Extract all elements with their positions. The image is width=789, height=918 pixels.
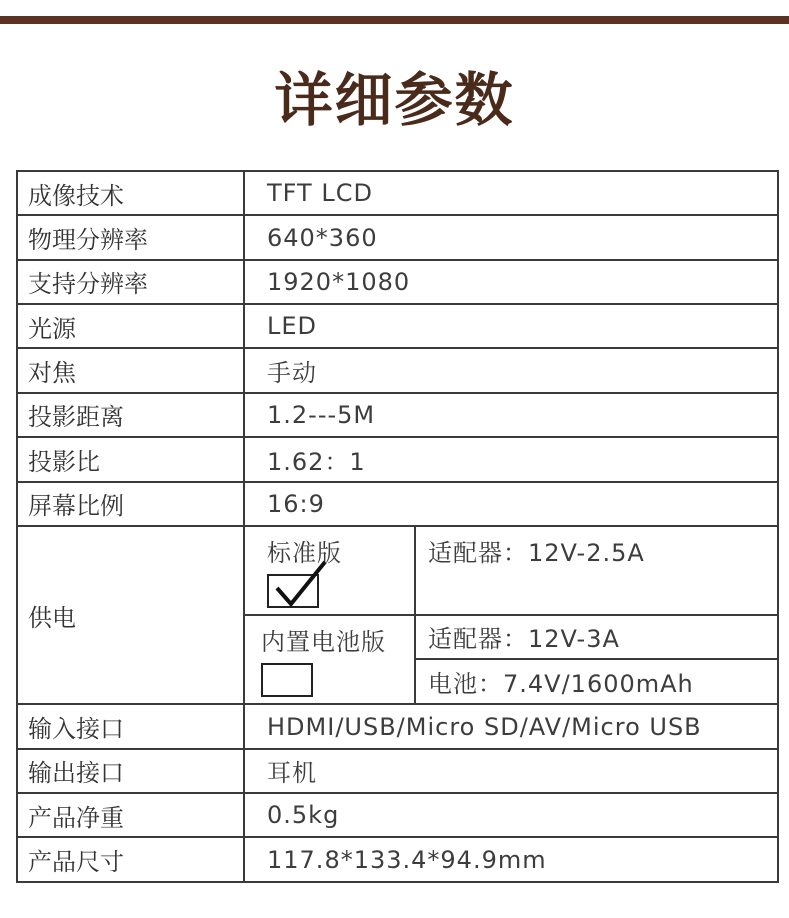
row-label: 输入接口 xyxy=(17,704,244,748)
row-value: 117.8*133.4*94.9mm xyxy=(244,837,778,882)
spec-table xyxy=(16,170,779,883)
table-row xyxy=(17,793,778,837)
row-value: HDMI/USB/Micro SD/AV/Micro USB xyxy=(244,704,778,748)
row-label: 投影距离 xyxy=(17,393,244,437)
standard-version-label: 标准版 xyxy=(267,538,342,567)
table-row xyxy=(17,215,778,259)
table-row xyxy=(17,260,778,304)
row-label: 投影比 xyxy=(17,437,244,481)
table-row xyxy=(17,704,778,748)
battery-version-label: 内置电池版 xyxy=(261,627,386,656)
row-value: 1.2---5M xyxy=(244,393,778,437)
row-label: 输出接口 xyxy=(17,749,244,793)
row-value: 1.62：1 xyxy=(244,437,778,481)
standard-version-checkbox[interactable] xyxy=(267,574,319,608)
battery-adapter: 适配器：12V-3A xyxy=(415,615,778,659)
standard-version-cell xyxy=(244,526,415,615)
top-accent-bar xyxy=(0,16,789,24)
table-row xyxy=(17,304,778,348)
row-label: 产品尺寸 xyxy=(17,837,244,882)
battery-spec: 电池：7.4V/1600mAh xyxy=(415,659,778,704)
row-value: 16:9 xyxy=(244,482,778,526)
power-label: 供电 xyxy=(17,526,244,704)
row-value: 1920*1080 xyxy=(244,260,778,304)
power-row-standard xyxy=(17,526,778,615)
table-row xyxy=(17,348,778,392)
row-value: TFT LCD xyxy=(244,171,778,215)
battery-version-checkbox[interactable] xyxy=(261,663,313,697)
row-label: 屏幕比例 xyxy=(17,482,244,526)
page-title: 详细参数 xyxy=(274,66,515,134)
table-row xyxy=(17,482,778,526)
row-label: 光源 xyxy=(17,304,244,348)
row-value: LED xyxy=(244,304,778,348)
row-value: 手动 xyxy=(244,348,778,392)
row-value: 640*360 xyxy=(244,215,778,259)
battery-version-cell xyxy=(244,615,415,705)
row-label: 成像技术 xyxy=(17,171,244,215)
row-label: 产品净重 xyxy=(17,793,244,837)
row-label: 对焦 xyxy=(17,348,244,392)
row-value: 0.5kg xyxy=(244,793,778,837)
table-row xyxy=(17,749,778,793)
standard-adapter: 适配器：12V-2.5A xyxy=(415,526,778,615)
table-row xyxy=(17,437,778,481)
table-row xyxy=(17,837,778,882)
table-row xyxy=(17,171,778,215)
row-value: 耳机 xyxy=(244,749,778,793)
row-label: 支持分辨率 xyxy=(17,260,244,304)
row-label: 物理分辨率 xyxy=(17,215,244,259)
table-row xyxy=(17,393,778,437)
checkmark-icon xyxy=(271,558,331,610)
